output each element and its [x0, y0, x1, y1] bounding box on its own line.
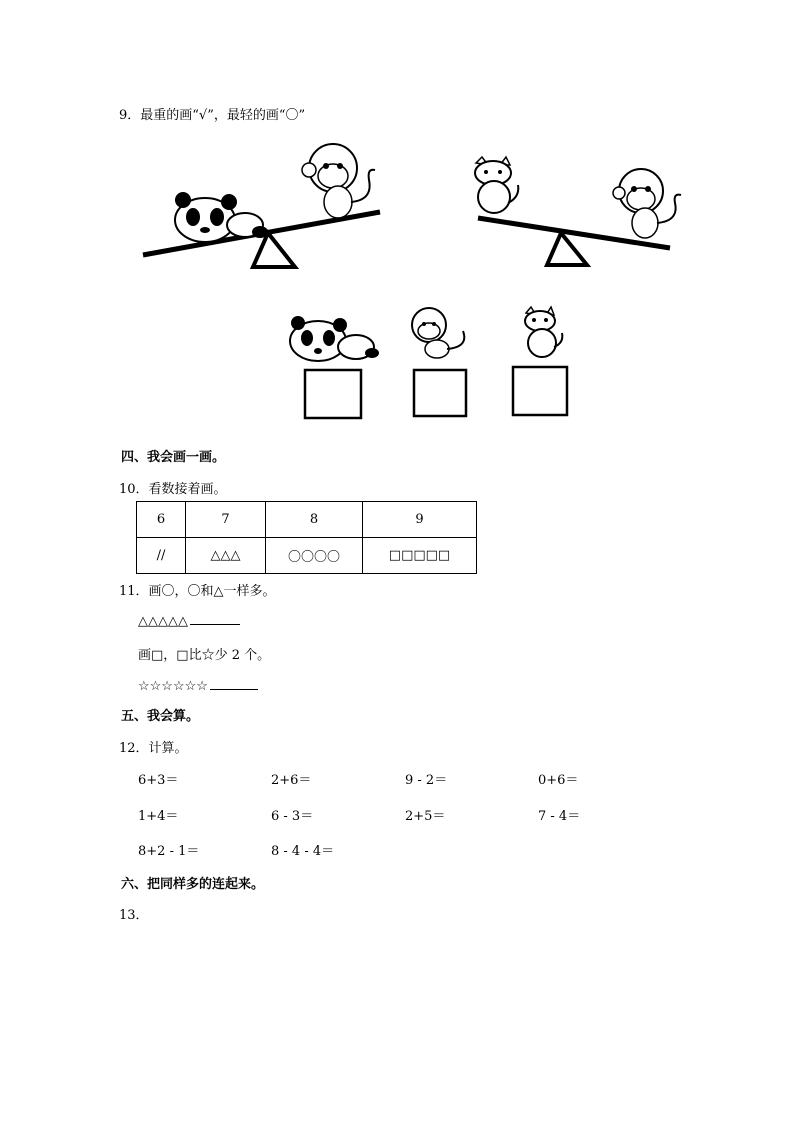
- calc-item: 6 - 3＝: [271, 809, 314, 824]
- monkey-icon: [613, 169, 681, 238]
- cat-icon: [525, 307, 562, 357]
- calc-item: 1+4＝: [138, 809, 179, 824]
- monkey-icon: [412, 308, 464, 358]
- table-row: [137, 538, 477, 574]
- table-header-cell: 7: [186, 502, 266, 538]
- calc-item: 0+6＝: [538, 773, 579, 788]
- triangles-row: △△△△△: [138, 614, 188, 629]
- table-cell: □□□□□: [363, 538, 477, 574]
- answer-box-monkey[interactable]: [414, 370, 466, 416]
- calc-item: 6+3＝: [138, 773, 179, 788]
- q9-prompt: 9．最重的画“√”，最轻的画“〇”: [119, 108, 306, 123]
- answer-blank-circles[interactable]: [190, 612, 240, 625]
- q10-prompt: 10．看数接着画。: [119, 482, 227, 497]
- table-cell: //: [137, 538, 186, 574]
- stars-row: ☆☆☆☆☆☆: [138, 679, 208, 694]
- calc-item: 9 - 2＝: [405, 773, 448, 788]
- calc-item: 2+6＝: [271, 773, 312, 788]
- answer-blank-squares[interactable]: [210, 677, 258, 690]
- table-header-cell: 9: [363, 502, 477, 538]
- panda-icon: [175, 192, 268, 242]
- q13-prompt: 13．: [119, 908, 149, 923]
- answer-row: [290, 307, 567, 418]
- right-fulcrum-icon: [547, 233, 587, 265]
- section4-title: 四、我会画一画。: [121, 450, 226, 465]
- panda-icon: [290, 316, 379, 361]
- q12-prompt: 12．计算。: [119, 741, 188, 756]
- cat-icon: [475, 157, 518, 213]
- monkey-icon: [302, 144, 375, 218]
- left-seesaw: [143, 144, 380, 267]
- calc-item: 8+2 - 1＝: [138, 844, 200, 859]
- section5-title: 五、我会算。: [121, 709, 200, 724]
- calc-item: 2+5＝: [405, 809, 446, 824]
- table-cell: 〇〇〇〇: [266, 538, 363, 574]
- table-cell: △△△: [186, 538, 266, 574]
- calc-item: 8 - 4 - 4＝: [271, 844, 335, 859]
- answer-box-panda[interactable]: [305, 370, 361, 418]
- table-header-cell: 8: [266, 502, 363, 538]
- q9-balance-figure: [135, 135, 705, 435]
- q11-line1: [138, 612, 240, 629]
- section6-title: 六、把同样多的连起来。: [121, 877, 265, 892]
- q10-table: [136, 501, 477, 574]
- answer-box-cat[interactable]: [513, 367, 567, 415]
- q11-prompt2: 画□，□比☆少 2 个。: [138, 648, 271, 663]
- calc-item: 7 - 4＝: [538, 809, 581, 824]
- q11-line2: [138, 677, 258, 694]
- left-fulcrum-icon: [253, 233, 295, 267]
- table-header-row: [137, 502, 477, 538]
- table-header-cell: 6: [137, 502, 186, 538]
- q11-prompt: 11．画〇，〇和△一样多。: [119, 584, 276, 599]
- right-seesaw: [475, 157, 681, 265]
